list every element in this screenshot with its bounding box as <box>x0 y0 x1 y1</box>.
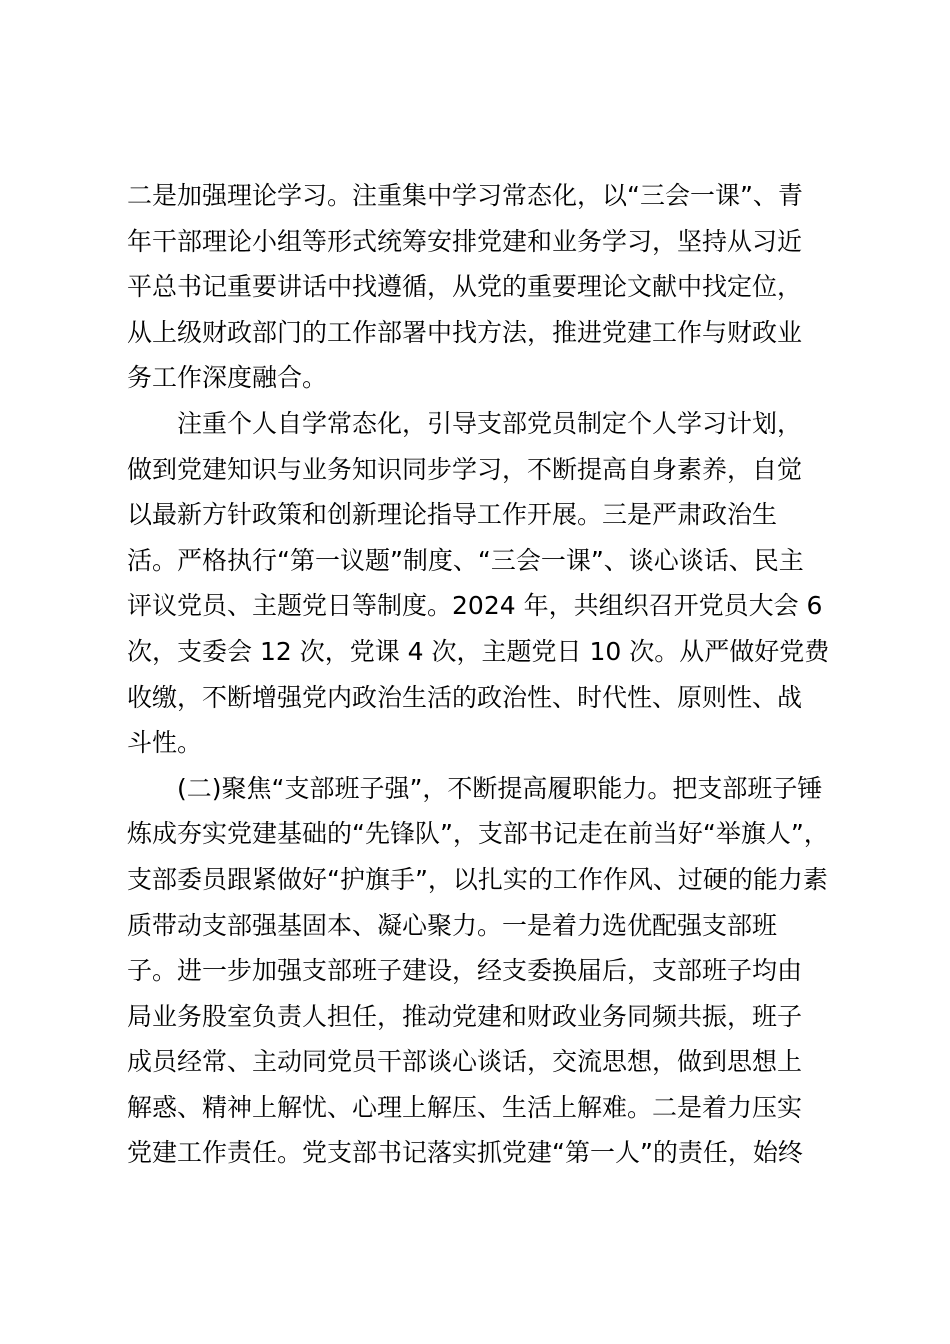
text-line-19: 局业务股室负责人担任，推动党建和财政业务同频共振，班子 <box>127 1001 803 1031</box>
text-line-15: 炼成夯实党建基础的“先锋队”，支部书记走在前当好“举旗人”， <box>127 819 829 849</box>
text-line-14: (二)聚焦“支部班子强”，不断提高履职能力。把支部班子锤 <box>177 773 823 803</box>
text-line-2: 年干部理论小组等形式统筹安排党建和业务学习，坚持从习近 <box>127 226 803 256</box>
text-line-12: 收缴，不断增强党内政治生活的政治性、时代性、原则性、战 <box>127 682 803 712</box>
text-line-11: 次，支委会 12 次，党课 4 次，主题党日 10 次。从严做好党费 <box>127 636 830 666</box>
text-line-21: 解惑、精神上解忧、心理上解压、生活上解难。二是着力压实 <box>127 1092 803 1122</box>
text-line-5: 务工作深度融合。 <box>127 363 328 393</box>
text-line-8: 以最新方针政策和创新理论指导工作开展。三是严肃政治生 <box>127 500 778 530</box>
text-line-17: 质带动支部强基固本、凝心聚力。一是着力选优配强支部班 <box>127 910 778 940</box>
text-line-9: 活。严格执行“第一议题”制度、“三会一课”、谈心谈话、民主 <box>127 545 804 575</box>
text-line-22: 党建工作责任。党支部书记落实抓党建“第一人”的责任，始终 <box>127 1138 803 1168</box>
text-line-10: 评议党员、主题党日等制度。2024 年，共组织召开党员大会 6 <box>127 591 823 621</box>
document-body <box>127 173 830 1176</box>
text-line-18: 子。进一步加强支部班子建设，经支委换届后，支部班子均由 <box>127 956 803 986</box>
text-line-13: 斗性。 <box>127 728 203 758</box>
text-line-20: 成员经常、主动同党员干部谈心谈话，交流思想，做到思想上 <box>127 1047 803 1077</box>
text-line-4: 从上级财政部门的工作部署中找方法，推进党建工作与财政业 <box>127 317 803 347</box>
text-line-1: 二是加强理论学习。注重集中学习常态化，以“三会一课”、青 <box>127 181 803 210</box>
text-line-3: 平总书记重要讲话中找遵循，从党的重要理论文献中找定位， <box>127 272 803 302</box>
text-line-7: 做到党建知识与业务知识同步学习，不断提高自身素养，自觉 <box>127 454 803 484</box>
text-line-6: 注重个人自学常态化，引导支部党员制定个人学习计划， <box>177 408 803 438</box>
text-line-16: 支部委员跟紧做好“护旗手”，以扎实的工作作风、过硬的能力素 <box>127 864 828 894</box>
